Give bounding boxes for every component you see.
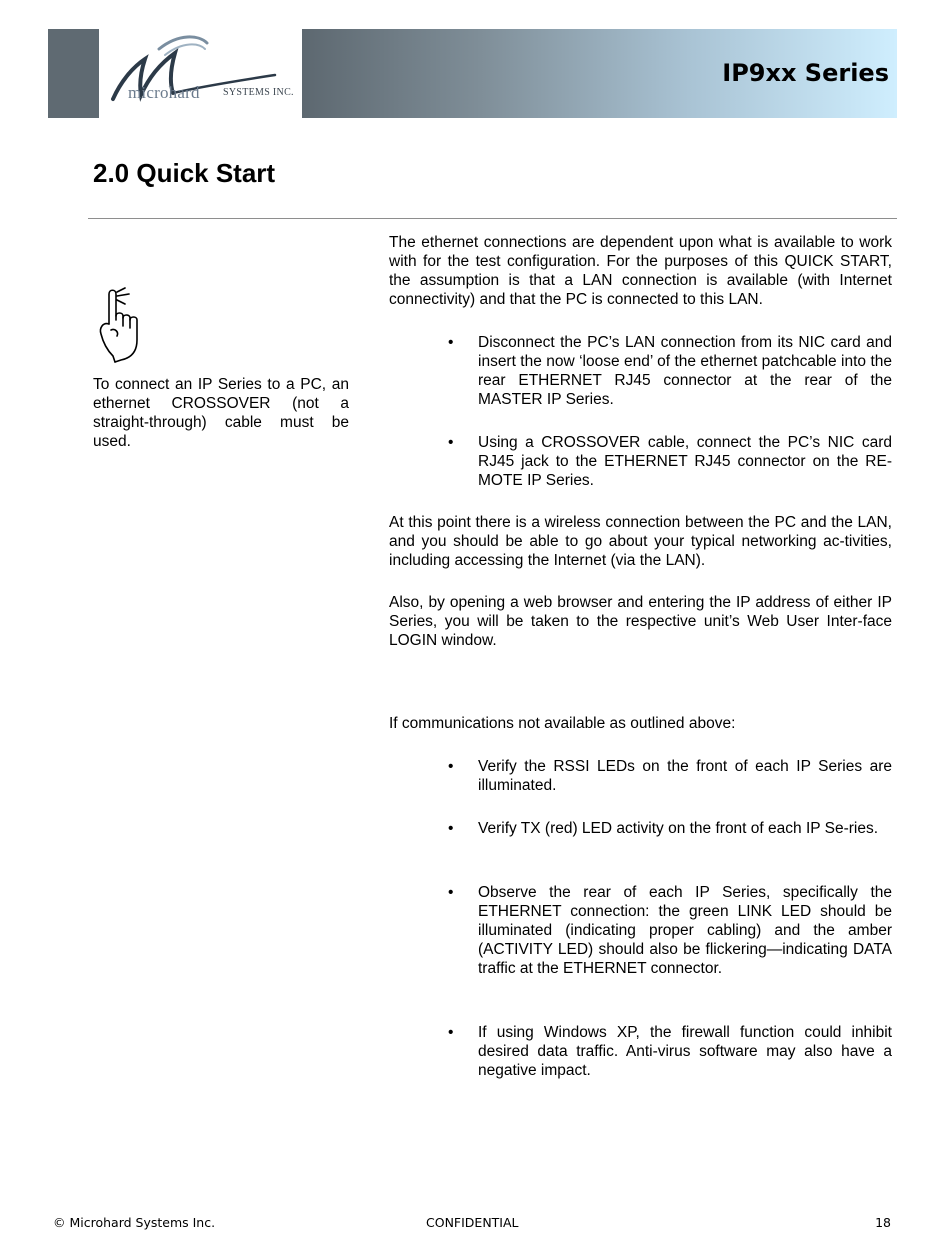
bullet: • — [448, 758, 454, 775]
check-item — [448, 757, 892, 795]
logo-brand-text: microhard — [128, 83, 200, 102]
bullet: • — [448, 1024, 454, 1041]
step-text: Using a CROSSOVER cable, connect the PC’s NIC card RJ45 jack to the ETHERNET RJ45 connector on the RE-MOTE IP Series. — [478, 434, 892, 489]
page-title: 2.0 Quick Start — [93, 158, 276, 188]
check-item — [448, 883, 892, 978]
bullet: • — [448, 884, 454, 901]
check-item — [448, 1023, 892, 1080]
section-divider — [88, 218, 897, 219]
bullet: • — [448, 434, 454, 451]
footer-confidential: CONFIDENTIAL — [426, 1215, 519, 1230]
troubleshoot-intro: If communications not available as outlined above: — [389, 715, 736, 732]
check-item — [448, 819, 892, 838]
pointing-hand-icon — [95, 286, 151, 364]
bullet: • — [448, 334, 454, 351]
check-text: Verify TX (red) LED activity on the front of each IP Se-ries. — [478, 820, 879, 837]
step-item — [448, 333, 892, 409]
footer-copyright: © Microhard Systems Inc. — [53, 1215, 216, 1230]
logo-suffix-text: SYSTEMS INC. — [223, 87, 294, 98]
footer-page-number: 18 — [875, 1215, 891, 1230]
intro-paragraph: The ethernet connections are dependent upon what is available to work with for the test configuration. For the purposes of this QUICK START, the assumption is that a LAN connection is available (with Internet connectivity) and that the PC is connected to this LAN. — [389, 234, 892, 308]
series-title: IP9xx Series — [722, 59, 889, 87]
page-header — [48, 29, 897, 118]
header-left-block — [48, 29, 99, 118]
browser-paragraph: Also, by opening a web browser and entering the IP address of either IP Series, you will be taken to the respective unit’s Web User Inter-face LOGIN window. — [389, 594, 892, 649]
check-text: Observe the rear of each IP Series, specifically the ETHERNET connection: the green LINK LED should be illuminated (indicating proper cabling) and the amber (ACTIVITY LED) should also be flickering—indicating DATA traffic at the ETHERNET connector. — [478, 884, 892, 977]
header-gradient-band — [302, 29, 897, 118]
step-item — [448, 433, 892, 490]
wireless-paragraph: At this point there is a wireless connection between the PC and the LAN, and you should be able to go about your typical networking ac-tivities, including accessing the Internet (via the LAN). — [389, 514, 892, 569]
bullet: • — [448, 820, 454, 837]
main-content — [389, 233, 892, 1080]
check-text: If using Windows XP, the firewall function could inhibit desired data traffic. Anti-virus software may also have a negative impact. — [478, 1024, 892, 1079]
step-text: Disconnect the PC’s LAN connection from its NIC card and insert the now ‘loose end’ of the ethernet patchcable into the rear ETHERNET RJ45 connector at the rear of the MASTER IP Series. — [478, 334, 892, 408]
side-note-crossover: To connect an IP Series to a PC, an ethernet CROSSOVER (not a straight-through) cable must be used. — [93, 376, 349, 450]
check-text: Verify the RSSI LEDs on the front of each IP Series are illuminated. — [478, 758, 892, 794]
